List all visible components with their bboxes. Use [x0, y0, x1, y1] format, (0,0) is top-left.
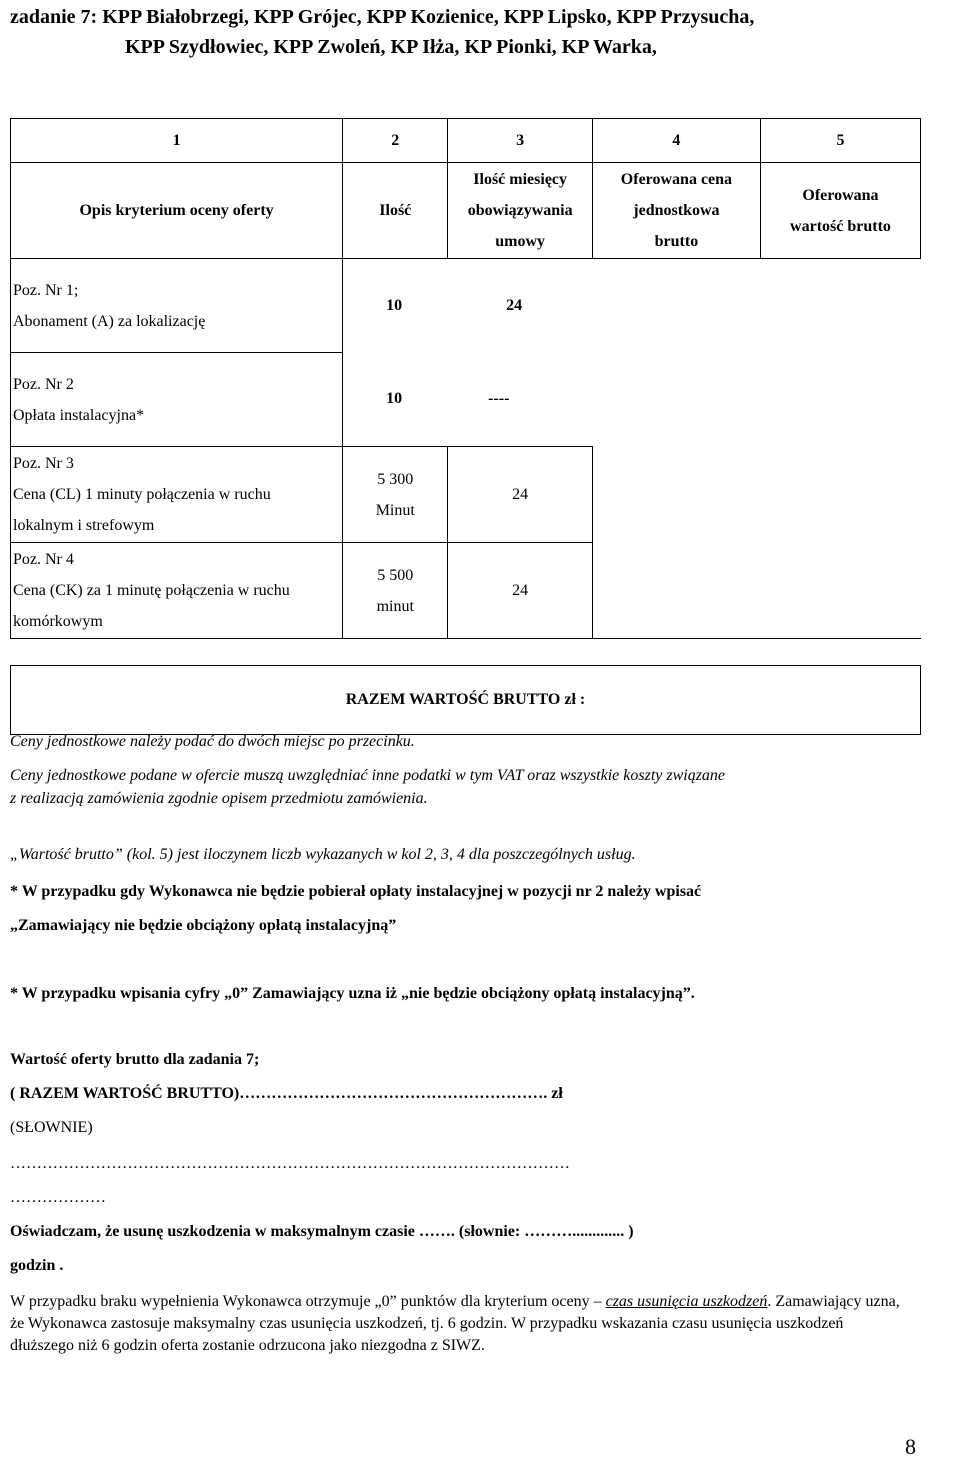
header-unit-price-line: brutto [654, 233, 699, 250]
row-description-line: Cena (CK) za 1 minutę połączenia w ruchu [13, 582, 290, 599]
header-gross-value-line: wartość brutto [790, 217, 891, 235]
row-description-line: Opłata instalacyjna* [13, 406, 145, 424]
in-words-field-1[interactable]: …………………………………………………………………………………………… [10, 1155, 570, 1172]
header-unit-price [592, 163, 760, 259]
in-words-label: (SŁOWNIE) [10, 1119, 93, 1136]
header-months-line: Ilość miesięcy [473, 171, 568, 188]
row-months: 24 [506, 296, 523, 314]
header-unit-price-line: jednostkowa [633, 202, 720, 219]
title-line-2: KPP Szydłowiec, KPP Zwoleń, KP Iłża, KP Pionki, KP Warka, [125, 36, 657, 58]
statement-installation-fee: * W przypadku gdy Wykonawca nie będzie pobierał opłaty instalacyjnej w pozycji nr 2 należy wpisać [10, 883, 702, 900]
total-gross-line[interactable] [10, 1083, 950, 1105]
row-description-line: Abonament (A) za lokalizację [13, 312, 206, 330]
row-unit-price-cell[interactable] [592, 447, 760, 543]
col-number-3: 3 [448, 119, 593, 163]
row-description-line: Poz. Nr 2 [13, 375, 74, 393]
header-months-line: obowiązywania [467, 202, 573, 219]
column-number-row [11, 119, 921, 163]
row-unit-price-cell[interactable] [592, 543, 760, 639]
total-gross-field: ( RAZEM WARTOŚĆ BRUTTO)…………………………………………………. zł [10, 1085, 563, 1102]
row-qty [343, 543, 448, 639]
row-description-line: Poz. Nr 3 [13, 455, 74, 472]
in-words-field-2[interactable]: ……………… [10, 1189, 106, 1206]
page-title [10, 2, 940, 62]
header-months [448, 163, 593, 259]
table-row [11, 259, 921, 353]
page-number: 8 [905, 1434, 916, 1459]
criteria-table [10, 118, 921, 735]
table-row [11, 353, 921, 447]
row-description-line: Cena (CL) 1 minuty połączenia w ruchu [13, 486, 271, 503]
row-qty: 10 [386, 390, 403, 408]
row-months: 24 [448, 447, 593, 543]
row-months: 24 [448, 543, 593, 639]
row-description-line: komórkowym [13, 613, 103, 630]
row-qty-months [343, 353, 593, 447]
row-gross-value-cell[interactable] [760, 543, 920, 639]
table-row [11, 543, 921, 639]
title-line-1: zadanie 7: KPP Białobrzegi, KPP Grójec, KPP Kozienice, KPP Lipsko, KPP Przysucha, [10, 6, 755, 28]
final-paragraph-part-1: W przypadku braku wypełnienia Wykonawca otrzymuje „0” punktów dla kryterium oceny – [10, 1293, 606, 1310]
row-qty-line: 5 300 [377, 470, 414, 488]
col-number-2: 2 [343, 119, 448, 163]
final-paragraph [10, 1291, 910, 1357]
row-qty [343, 447, 448, 543]
header-months-line: umowy [495, 233, 546, 250]
header-row [11, 163, 921, 259]
row-description-line: Poz. Nr 4 [13, 551, 74, 568]
row-description [11, 543, 343, 639]
note-vat-line-1: Ceny jednostkowe podane w ofercie muszą uwzględniać inne podatki w tym VAT oraz wszystkie koszty związane [10, 767, 726, 784]
header-unit-price-line: Oferowana cena [620, 171, 733, 188]
repair-time-unit: godzin . [10, 1257, 64, 1274]
note-decimal-places: Ceny jednostkowe należy podać do dwóch miejsc po przecinku. [10, 733, 415, 750]
header-quantity: Ilość [343, 163, 448, 259]
row-qty-line: 5 500 [377, 566, 414, 584]
total-label: RAZEM WARTOŚĆ BRUTTO zł : [11, 666, 921, 735]
row-description [11, 447, 343, 543]
table-row [11, 447, 921, 543]
row-description [11, 259, 343, 353]
row-gross-value-cell[interactable] [760, 259, 920, 353]
note-gross-value: „Wartość brutto” (kol. 5) jest iloczynem liczb wykazanych w kol 2, 3, 4 dla poszczególnych usług. [10, 846, 636, 863]
offer-value-heading: Wartość oferty brutto dla zadania 7; [10, 1051, 260, 1068]
final-paragraph-part-2: . Zamawiający uzna, że Wykonawca zastosuje maksymalny czas usunięcia uszkodzeń, tj. 6 godzin. W przypadku wskazania czasu usunięcia uszkodzeń dłuższego niż 6 godzin oferta zostanie odrzucona jako niezgodna z SIWZ. [10, 1293, 900, 1354]
total-row [11, 666, 921, 735]
header-gross-value-line: Oferowana [802, 186, 879, 204]
row-gross-value-cell[interactable] [760, 353, 920, 447]
header-gross-value [760, 163, 920, 259]
statement-not-charged: „Zamawiający nie będzie obciążony opłatą instalacyjną” [10, 917, 397, 934]
statement-zero-digit: * W przypadku wpisania cyfry „0” Zamawiający uzna iż „nie będzie obciążony opłatą instalacyjną”. [10, 985, 695, 1002]
row-description [11, 353, 343, 447]
row-months: ---- [488, 390, 510, 408]
repair-time-statement[interactable]: Oświadczam, że usunę uszkodzenia w maksymalnym czasie ……. (słownie: ………............. ) [10, 1223, 634, 1240]
row-qty-line: minut [376, 597, 414, 615]
table-gap-row [11, 639, 921, 666]
row-description-line: lokalnym i strefowym [13, 517, 155, 534]
row-qty-line: Minut [375, 501, 415, 519]
row-description-line: Poz. Nr 1; [13, 281, 79, 299]
col-number-4: 4 [592, 119, 760, 163]
col-number-5: 5 [760, 119, 920, 163]
criterion-name: czas usunięcia uszkodzeń [605, 1293, 768, 1310]
row-unit-price-cell[interactable] [592, 259, 760, 353]
col-number-1: 1 [11, 119, 343, 163]
row-gross-value-cell[interactable] [760, 447, 920, 543]
row-qty: 10 [386, 296, 403, 314]
note-vat-line-2: z realizacją zamówienia zgodnie opisem przedmiotu zamówienia. [10, 790, 428, 807]
header-description: Opis kryterium oceny oferty [11, 163, 343, 259]
row-qty-months [343, 259, 593, 353]
row-unit-price-cell[interactable] [592, 353, 760, 447]
